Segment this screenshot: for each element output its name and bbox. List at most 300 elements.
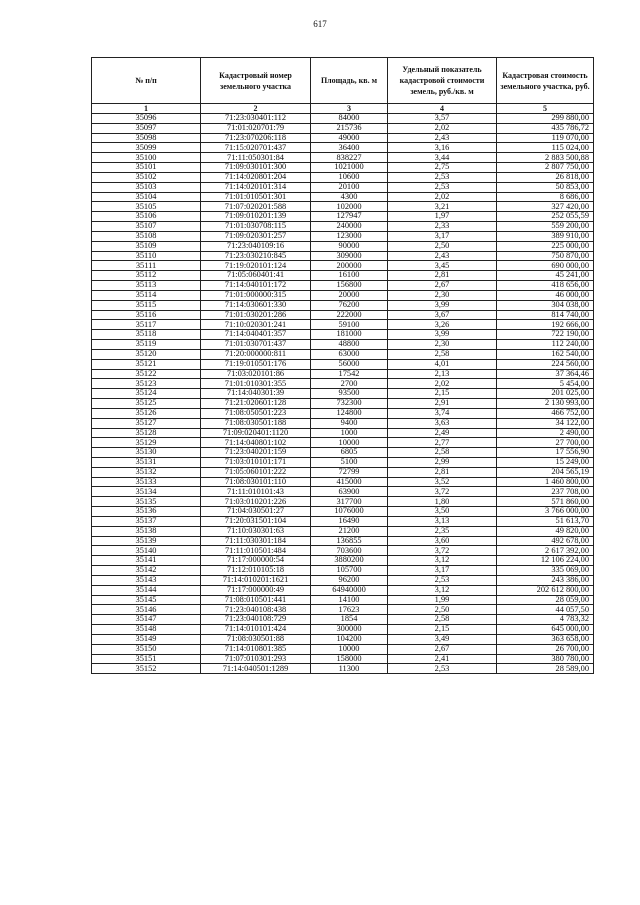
cell-number: 35104 xyxy=(92,192,201,202)
cell-cadastral-number: 71:23:030210:845 xyxy=(201,251,311,261)
cell-area: 5100 xyxy=(311,457,388,467)
cell-cadastral-number: 71:08:050501:223 xyxy=(201,408,311,418)
cell-cadastral-value: 252 055,59 xyxy=(497,212,594,222)
table-row xyxy=(92,526,594,536)
cell-unit-value: 3,45 xyxy=(388,261,497,271)
cell-unit-value: 2,50 xyxy=(388,241,497,251)
cell-area: 105700 xyxy=(311,566,388,576)
cell-unit-value: 2,81 xyxy=(388,467,497,477)
cell-cadastral-value: 418 656,00 xyxy=(497,281,594,291)
cell-cadastral-number: 71:23:040108:729 xyxy=(201,615,311,625)
cell-cadastral-number: 71:23:040109:16 xyxy=(201,241,311,251)
cell-cadastral-value: 435 786,72 xyxy=(497,123,594,133)
cell-cadastral-number: 71:20:031501:104 xyxy=(201,516,311,526)
cell-number: 35096 xyxy=(92,114,201,124)
cell-cadastral-value: 814 740,00 xyxy=(497,310,594,320)
cell-area: 17542 xyxy=(311,369,388,379)
cell-number: 35134 xyxy=(92,487,201,497)
cell-number: 35115 xyxy=(92,300,201,310)
cell-area: 11300 xyxy=(311,664,388,674)
cell-area: 10600 xyxy=(311,172,388,182)
cell-cadastral-number: 71:07:010301:293 xyxy=(201,654,311,664)
table-row xyxy=(92,271,594,281)
cell-cadastral-number: 71:08:010501:441 xyxy=(201,595,311,605)
cell-number: 35118 xyxy=(92,330,201,340)
cell-number: 35117 xyxy=(92,320,201,330)
cell-cadastral-value: 224 560,00 xyxy=(497,359,594,369)
table-body xyxy=(92,114,594,674)
cell-number: 35140 xyxy=(92,546,201,556)
cell-area: 16490 xyxy=(311,516,388,526)
cell-unit-value: 2,15 xyxy=(388,625,497,635)
table-row xyxy=(92,664,594,674)
cell-unit-value: 2,53 xyxy=(388,182,497,192)
header-cell-cadastral-value: Кадастровая стоимость земельного участка, руб. xyxy=(497,58,594,104)
cell-cadastral-value: 28 059,00 xyxy=(497,595,594,605)
table-row xyxy=(92,418,594,428)
cell-number: 35133 xyxy=(92,477,201,487)
cell-area: 1076000 xyxy=(311,507,388,517)
cell-cadastral-value: 722 190,00 xyxy=(497,330,594,340)
cell-number: 35148 xyxy=(92,625,201,635)
cell-area: 415000 xyxy=(311,477,388,487)
cell-cadastral-value: 389 910,00 xyxy=(497,231,594,241)
cell-cadastral-value: 44 057,50 xyxy=(497,605,594,615)
cell-cadastral-value: 12 106 224,00 xyxy=(497,556,594,566)
cell-number: 35144 xyxy=(92,585,201,595)
cell-unit-value: 2,75 xyxy=(388,163,497,173)
cell-area: 76200 xyxy=(311,300,388,310)
cell-unit-value: 3,72 xyxy=(388,546,497,556)
cell-area: 36400 xyxy=(311,143,388,153)
cell-area: 21200 xyxy=(311,526,388,536)
cell-unit-value: 2,43 xyxy=(388,251,497,261)
table-row xyxy=(92,625,594,635)
table-row xyxy=(92,379,594,389)
cell-area: 48800 xyxy=(311,340,388,350)
cell-cadastral-value: 363 658,00 xyxy=(497,634,594,644)
cell-area: 14100 xyxy=(311,595,388,605)
table-row xyxy=(92,261,594,271)
cell-cadastral-value: 17 556,90 xyxy=(497,448,594,458)
cell-number: 35126 xyxy=(92,408,201,418)
cell-area: 104200 xyxy=(311,634,388,644)
cell-area: 240000 xyxy=(311,222,388,232)
cell-number: 35109 xyxy=(92,241,201,251)
cell-area: 124800 xyxy=(311,408,388,418)
cell-area: 838227 xyxy=(311,153,388,163)
table-row xyxy=(92,438,594,448)
cell-number: 35108 xyxy=(92,231,201,241)
cell-number: 35151 xyxy=(92,654,201,664)
cell-area: 6805 xyxy=(311,448,388,458)
table-row xyxy=(92,546,594,556)
header-cell-cadastral-number: Кадастровый номер земельного участка xyxy=(201,58,311,104)
header-cell-unit-value: Удельный показатель кадастровой стоимости земель, руб./кв. м xyxy=(388,58,497,104)
cell-unit-value: 3,60 xyxy=(388,536,497,546)
cell-cadastral-number: 71:14:040501:1289 xyxy=(201,664,311,674)
table-row xyxy=(92,123,594,133)
cell-area: 10000 xyxy=(311,438,388,448)
table-row xyxy=(92,192,594,202)
cell-number: 35138 xyxy=(92,526,201,536)
cell-cadastral-number: 71:08:030101:110 xyxy=(201,477,311,487)
table-row xyxy=(92,320,594,330)
table-row xyxy=(92,310,594,320)
cell-cadastral-number: 71:01:020701:79 xyxy=(201,123,311,133)
cell-number: 35152 xyxy=(92,664,201,674)
cell-unit-value: 2,49 xyxy=(388,428,497,438)
table-row xyxy=(92,143,594,153)
cell-cadastral-number: 71:08:030501:88 xyxy=(201,634,311,644)
table-row xyxy=(92,163,594,173)
table-row xyxy=(92,516,594,526)
cell-area: 222000 xyxy=(311,310,388,320)
table-row xyxy=(92,389,594,399)
table-row xyxy=(92,212,594,222)
cell-number: 35122 xyxy=(92,369,201,379)
table-row xyxy=(92,408,594,418)
cell-area: 1021000 xyxy=(311,163,388,173)
cell-area: 732300 xyxy=(311,399,388,409)
cell-unit-value: 3,72 xyxy=(388,487,497,497)
cell-cadastral-value: 1 460 800,00 xyxy=(497,477,594,487)
table-row xyxy=(92,133,594,143)
table-row xyxy=(92,507,594,517)
table-row xyxy=(92,644,594,654)
cell-cadastral-number: 71:11:010501:484 xyxy=(201,546,311,556)
cell-cadastral-number: 71:19:010501:176 xyxy=(201,359,311,369)
cell-number: 35143 xyxy=(92,575,201,585)
column-number: 1 xyxy=(92,104,201,114)
cell-cadastral-value: 237 708,00 xyxy=(497,487,594,497)
table-row xyxy=(92,448,594,458)
cell-area: 90000 xyxy=(311,241,388,251)
cell-area: 72799 xyxy=(311,467,388,477)
cell-area: 309000 xyxy=(311,251,388,261)
cell-unit-value: 3,12 xyxy=(388,556,497,566)
cell-number: 35120 xyxy=(92,349,201,359)
cell-number: 35149 xyxy=(92,634,201,644)
cell-cadastral-value: 571 860,00 xyxy=(497,497,594,507)
cell-cadastral-number: 71:11:050301:84 xyxy=(201,153,311,163)
cell-area: 200000 xyxy=(311,261,388,271)
cell-unit-value: 2,30 xyxy=(388,340,497,350)
cell-area: 63000 xyxy=(311,349,388,359)
cell-unit-value: 3,21 xyxy=(388,202,497,212)
cell-cadastral-value: 225 000,00 xyxy=(497,241,594,251)
cell-unit-value: 2,99 xyxy=(388,457,497,467)
cell-cadastral-number: 71:14:040101:172 xyxy=(201,281,311,291)
cell-area: 300000 xyxy=(311,625,388,635)
cell-cadastral-value: 192 666,00 xyxy=(497,320,594,330)
cell-cadastral-value: 26 700,00 xyxy=(497,644,594,654)
table-row xyxy=(92,153,594,163)
cell-number: 35142 xyxy=(92,566,201,576)
cell-cadastral-number: 71:03:020101:86 xyxy=(201,369,311,379)
cell-cadastral-number: 71:23:040201:159 xyxy=(201,448,311,458)
cell-number: 35103 xyxy=(92,182,201,192)
cell-cadastral-value: 243 386,00 xyxy=(497,575,594,585)
cell-area: 317700 xyxy=(311,497,388,507)
cell-cadastral-value: 304 038,00 xyxy=(497,300,594,310)
table-row xyxy=(92,369,594,379)
cell-unit-value: 3,16 xyxy=(388,143,497,153)
cell-number: 35127 xyxy=(92,418,201,428)
cell-area: 156800 xyxy=(311,281,388,291)
cell-cadastral-number: 71:14:010101:424 xyxy=(201,625,311,635)
page-number: 617 xyxy=(313,19,327,29)
cell-number: 35124 xyxy=(92,389,201,399)
table-row xyxy=(92,114,594,124)
cell-number: 35131 xyxy=(92,457,201,467)
cell-cadastral-number: 71:17:000000:49 xyxy=(201,585,311,595)
cell-unit-value: 3,17 xyxy=(388,566,497,576)
cell-cadastral-value: 45 241,00 xyxy=(497,271,594,281)
cell-number: 35130 xyxy=(92,448,201,458)
table-row xyxy=(92,556,594,566)
column-number-row xyxy=(92,104,594,114)
cell-area: 96200 xyxy=(311,575,388,585)
cell-number: 35112 xyxy=(92,271,201,281)
cell-unit-value: 2,53 xyxy=(388,575,497,585)
cell-cadastral-number: 71:21:020601:128 xyxy=(201,399,311,409)
cell-number: 35150 xyxy=(92,644,201,654)
cell-area: 123000 xyxy=(311,231,388,241)
cell-area: 1854 xyxy=(311,615,388,625)
table-row xyxy=(92,654,594,664)
cell-unit-value: 3,44 xyxy=(388,153,497,163)
table-row xyxy=(92,457,594,467)
cell-cadastral-number: 71:12:010105:18 xyxy=(201,566,311,576)
cell-unit-value: 2,53 xyxy=(388,664,497,674)
cell-number: 35100 xyxy=(92,153,201,163)
table-row xyxy=(92,585,594,595)
cell-cadastral-value: 112 240,00 xyxy=(497,340,594,350)
cell-cadastral-value: 8 686,00 xyxy=(497,192,594,202)
cell-area: 20100 xyxy=(311,182,388,192)
cell-area: 10000 xyxy=(311,644,388,654)
cell-number: 35097 xyxy=(92,123,201,133)
cell-unit-value: 3,12 xyxy=(388,585,497,595)
cell-cadastral-number: 71:05:060101:222 xyxy=(201,467,311,477)
table-row xyxy=(92,428,594,438)
table-row xyxy=(92,634,594,644)
table-row xyxy=(92,575,594,585)
cell-cadastral-value: 46 000,00 xyxy=(497,290,594,300)
column-number: 2 xyxy=(201,104,311,114)
cell-unit-value: 3,26 xyxy=(388,320,497,330)
cell-area: 64940000 xyxy=(311,585,388,595)
cell-number: 35106 xyxy=(92,212,201,222)
cell-area: 102000 xyxy=(311,202,388,212)
cell-number: 35139 xyxy=(92,536,201,546)
column-number: 3 xyxy=(311,104,388,114)
cell-unit-value: 1,99 xyxy=(388,595,497,605)
table-row xyxy=(92,497,594,507)
cell-unit-value: 3,52 xyxy=(388,477,497,487)
cell-cadastral-number: 71:01:010301:355 xyxy=(201,379,311,389)
table-row xyxy=(92,182,594,192)
cell-cadastral-number: 71:09:020401:1120 xyxy=(201,428,311,438)
cell-area: 16100 xyxy=(311,271,388,281)
table-row xyxy=(92,222,594,232)
cell-cadastral-value: 2 807 750,00 xyxy=(497,163,594,173)
cell-cadastral-number: 71:14:020101:314 xyxy=(201,182,311,192)
cell-number: 35121 xyxy=(92,359,201,369)
cell-cadastral-value: 51 613,70 xyxy=(497,516,594,526)
cell-unit-value: 2,58 xyxy=(388,615,497,625)
cell-cadastral-number: 71:10:030301:63 xyxy=(201,526,311,536)
cell-number: 35114 xyxy=(92,290,201,300)
cell-number: 35099 xyxy=(92,143,201,153)
cell-cadastral-number: 71:23:070206:118 xyxy=(201,133,311,143)
cell-area: 3880200 xyxy=(311,556,388,566)
cell-unit-value: 2,41 xyxy=(388,654,497,664)
cell-area: 1000 xyxy=(311,428,388,438)
cell-cadastral-value: 466 752,00 xyxy=(497,408,594,418)
cell-number: 35101 xyxy=(92,163,201,173)
cell-unit-value: 2,30 xyxy=(388,290,497,300)
cell-cadastral-value: 380 780,00 xyxy=(497,654,594,664)
column-number: 5 xyxy=(497,104,594,114)
cell-number: 35136 xyxy=(92,507,201,517)
cell-area: 158000 xyxy=(311,654,388,664)
cell-unit-value: 2,58 xyxy=(388,448,497,458)
cell-unit-value: 3,57 xyxy=(388,114,497,124)
cell-number: 35145 xyxy=(92,595,201,605)
cell-number: 35141 xyxy=(92,556,201,566)
cell-cadastral-value: 15 249,00 xyxy=(497,457,594,467)
cell-unit-value: 2,67 xyxy=(388,644,497,654)
cell-cadastral-number: 71:17:000000:54 xyxy=(201,556,311,566)
cell-area: 20000 xyxy=(311,290,388,300)
cell-cadastral-number: 71:14:030601:330 xyxy=(201,300,311,310)
table-row xyxy=(92,300,594,310)
cell-area: 181000 xyxy=(311,330,388,340)
cell-cadastral-value: 204 565,19 xyxy=(497,467,594,477)
cell-cadastral-value: 26 818,00 xyxy=(497,172,594,182)
header-row xyxy=(92,58,594,104)
cell-unit-value: 2,02 xyxy=(388,123,497,133)
cell-unit-value: 2,02 xyxy=(388,379,497,389)
cell-cadastral-number: 71:15:020701:437 xyxy=(201,143,311,153)
cell-cadastral-value: 3 766 000,00 xyxy=(497,507,594,517)
cell-unit-value: 4,01 xyxy=(388,359,497,369)
cell-cadastral-value: 115 024,00 xyxy=(497,143,594,153)
cell-unit-value: 2,91 xyxy=(388,399,497,409)
cell-cadastral-value: 37 364,46 xyxy=(497,369,594,379)
cadastral-value-table xyxy=(91,57,594,674)
cell-cadastral-number: 71:14:040401:357 xyxy=(201,330,311,340)
cell-area: 215736 xyxy=(311,123,388,133)
cell-area: 49000 xyxy=(311,133,388,143)
cell-cadastral-value: 27 700,00 xyxy=(497,438,594,448)
table-row xyxy=(92,349,594,359)
cell-cadastral-number: 71:23:030401:112 xyxy=(201,114,311,124)
column-number: 4 xyxy=(388,104,497,114)
cell-area: 93500 xyxy=(311,389,388,399)
header-cell-area: Площадь, кв. м xyxy=(311,58,388,104)
table-row xyxy=(92,241,594,251)
table-row xyxy=(92,477,594,487)
cell-area: 84000 xyxy=(311,114,388,124)
cell-cadastral-number: 71:23:040108:438 xyxy=(201,605,311,615)
cell-cadastral-number: 71:01:000000:315 xyxy=(201,290,311,300)
cell-number: 35147 xyxy=(92,615,201,625)
cell-unit-value: 3,49 xyxy=(388,634,497,644)
cell-unit-value: 1,80 xyxy=(388,497,497,507)
cell-cadastral-number: 71:07:020201:588 xyxy=(201,202,311,212)
cell-number: 35129 xyxy=(92,438,201,448)
cell-number: 35102 xyxy=(92,172,201,182)
cell-cadastral-number: 71:01:030701:437 xyxy=(201,340,311,350)
cell-number: 35113 xyxy=(92,281,201,291)
cell-cadastral-value: 327 420,00 xyxy=(497,202,594,212)
cell-cadastral-number: 71:10:020301:241 xyxy=(201,320,311,330)
cell-cadastral-number: 71:11:030301:184 xyxy=(201,536,311,546)
cell-number: 35132 xyxy=(92,467,201,477)
cell-unit-value: 2,67 xyxy=(388,281,497,291)
cell-area: 703600 xyxy=(311,546,388,556)
cell-number: 35125 xyxy=(92,399,201,409)
cell-area: 56000 xyxy=(311,359,388,369)
cell-number: 35146 xyxy=(92,605,201,615)
cell-number: 35135 xyxy=(92,497,201,507)
cell-cadastral-number: 71:05:060401:41 xyxy=(201,271,311,281)
cell-cadastral-number: 71:09:030101:300 xyxy=(201,163,311,173)
cell-unit-value: 3,63 xyxy=(388,418,497,428)
cell-number: 35107 xyxy=(92,222,201,232)
cell-cadastral-number: 71:14:040801:102 xyxy=(201,438,311,448)
cell-area: 2700 xyxy=(311,379,388,389)
cell-unit-value: 2,58 xyxy=(388,349,497,359)
cell-number: 35137 xyxy=(92,516,201,526)
cell-cadastral-number: 71:01:030201:286 xyxy=(201,310,311,320)
cell-cadastral-value: 2 883 500,88 xyxy=(497,153,594,163)
cell-unit-value: 2,15 xyxy=(388,389,497,399)
table-row xyxy=(92,281,594,291)
cell-cadastral-value: 299 880,00 xyxy=(497,114,594,124)
cell-cadastral-number: 71:14:020801:204 xyxy=(201,172,311,182)
cell-cadastral-value: 559 200,00 xyxy=(497,222,594,232)
cell-unit-value: 3,74 xyxy=(388,408,497,418)
cell-unit-value: 3,99 xyxy=(388,300,497,310)
cell-number: 35128 xyxy=(92,428,201,438)
cell-cadastral-value: 750 870,00 xyxy=(497,251,594,261)
cell-cadastral-value: 50 853,00 xyxy=(497,182,594,192)
cell-cadastral-value: 162 540,00 xyxy=(497,349,594,359)
cell-cadastral-value: 335 069,00 xyxy=(497,566,594,576)
cell-cadastral-number: 71:08:030501:188 xyxy=(201,418,311,428)
cell-unit-value: 3,17 xyxy=(388,231,497,241)
cell-cadastral-number: 71:03:010101:171 xyxy=(201,457,311,467)
table-row xyxy=(92,340,594,350)
cell-cadastral-value: 5 454,00 xyxy=(497,379,594,389)
cell-unit-value: 2,02 xyxy=(388,192,497,202)
cell-unit-value: 2,13 xyxy=(388,369,497,379)
cell-number: 35123 xyxy=(92,379,201,389)
cell-cadastral-value: 690 000,00 xyxy=(497,261,594,271)
table-row xyxy=(92,251,594,261)
cell-number: 35110 xyxy=(92,251,201,261)
cell-number: 35098 xyxy=(92,133,201,143)
table-row xyxy=(92,359,594,369)
cell-cadastral-value: 645 000,00 xyxy=(497,625,594,635)
header-cell-number: № п/п xyxy=(92,58,201,104)
cell-unit-value: 3,99 xyxy=(388,330,497,340)
cell-cadastral-number: 71:14:010801:385 xyxy=(201,644,311,654)
